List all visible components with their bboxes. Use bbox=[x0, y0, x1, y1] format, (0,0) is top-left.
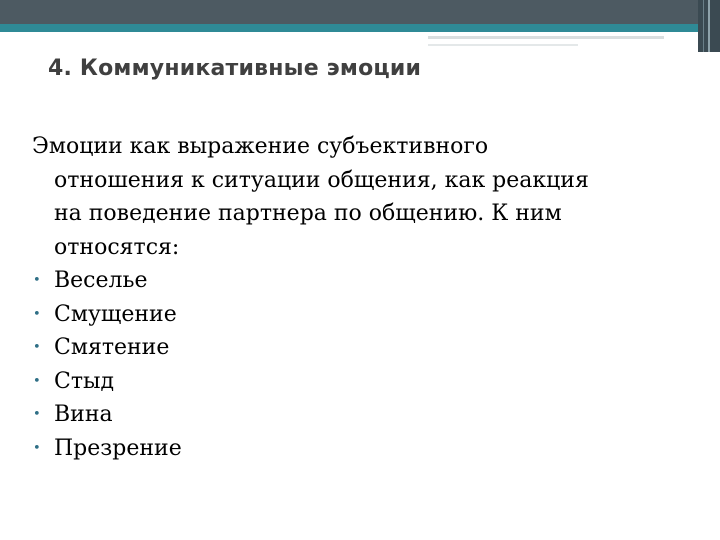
intro-paragraph: Эмоции как выражение субъективного отношения к ситуации общения, как реакция на поведение партнера по общению. К ним относятся: bbox=[32, 134, 589, 260]
header-band bbox=[0, 0, 720, 24]
list-item-label: Презрение bbox=[54, 435, 182, 461]
header-accent-band bbox=[0, 24, 720, 32]
header-accent-line bbox=[428, 36, 664, 39]
list-item bbox=[32, 298, 592, 332]
emotion-list bbox=[32, 264, 592, 465]
corner-decoration-line bbox=[703, 0, 704, 52]
bullet-icon: • bbox=[33, 407, 41, 422]
slide-title: 4. Коммуникативные эмоции bbox=[48, 56, 422, 81]
list-item-label: Вина bbox=[54, 402, 113, 427]
list-item bbox=[32, 398, 592, 432]
list-item-label: Веселье bbox=[54, 268, 148, 293]
bullet-icon: • bbox=[33, 340, 41, 355]
list-item bbox=[32, 264, 592, 298]
list-item bbox=[32, 365, 592, 399]
list-item bbox=[32, 432, 592, 466]
corner-decoration-line bbox=[708, 0, 710, 52]
list-item-label: Смущение bbox=[54, 301, 177, 327]
bullet-icon: • bbox=[33, 440, 41, 456]
bullet-icon: • bbox=[33, 306, 41, 322]
bullet-icon: • bbox=[33, 373, 41, 389]
bullet-icon: • bbox=[33, 273, 41, 288]
list-item bbox=[32, 331, 592, 365]
list-item-label: Смятение bbox=[54, 335, 170, 360]
slide-body bbox=[32, 130, 592, 465]
header-accent-line bbox=[428, 44, 578, 46]
list-item-label: Стыд bbox=[54, 368, 115, 394]
